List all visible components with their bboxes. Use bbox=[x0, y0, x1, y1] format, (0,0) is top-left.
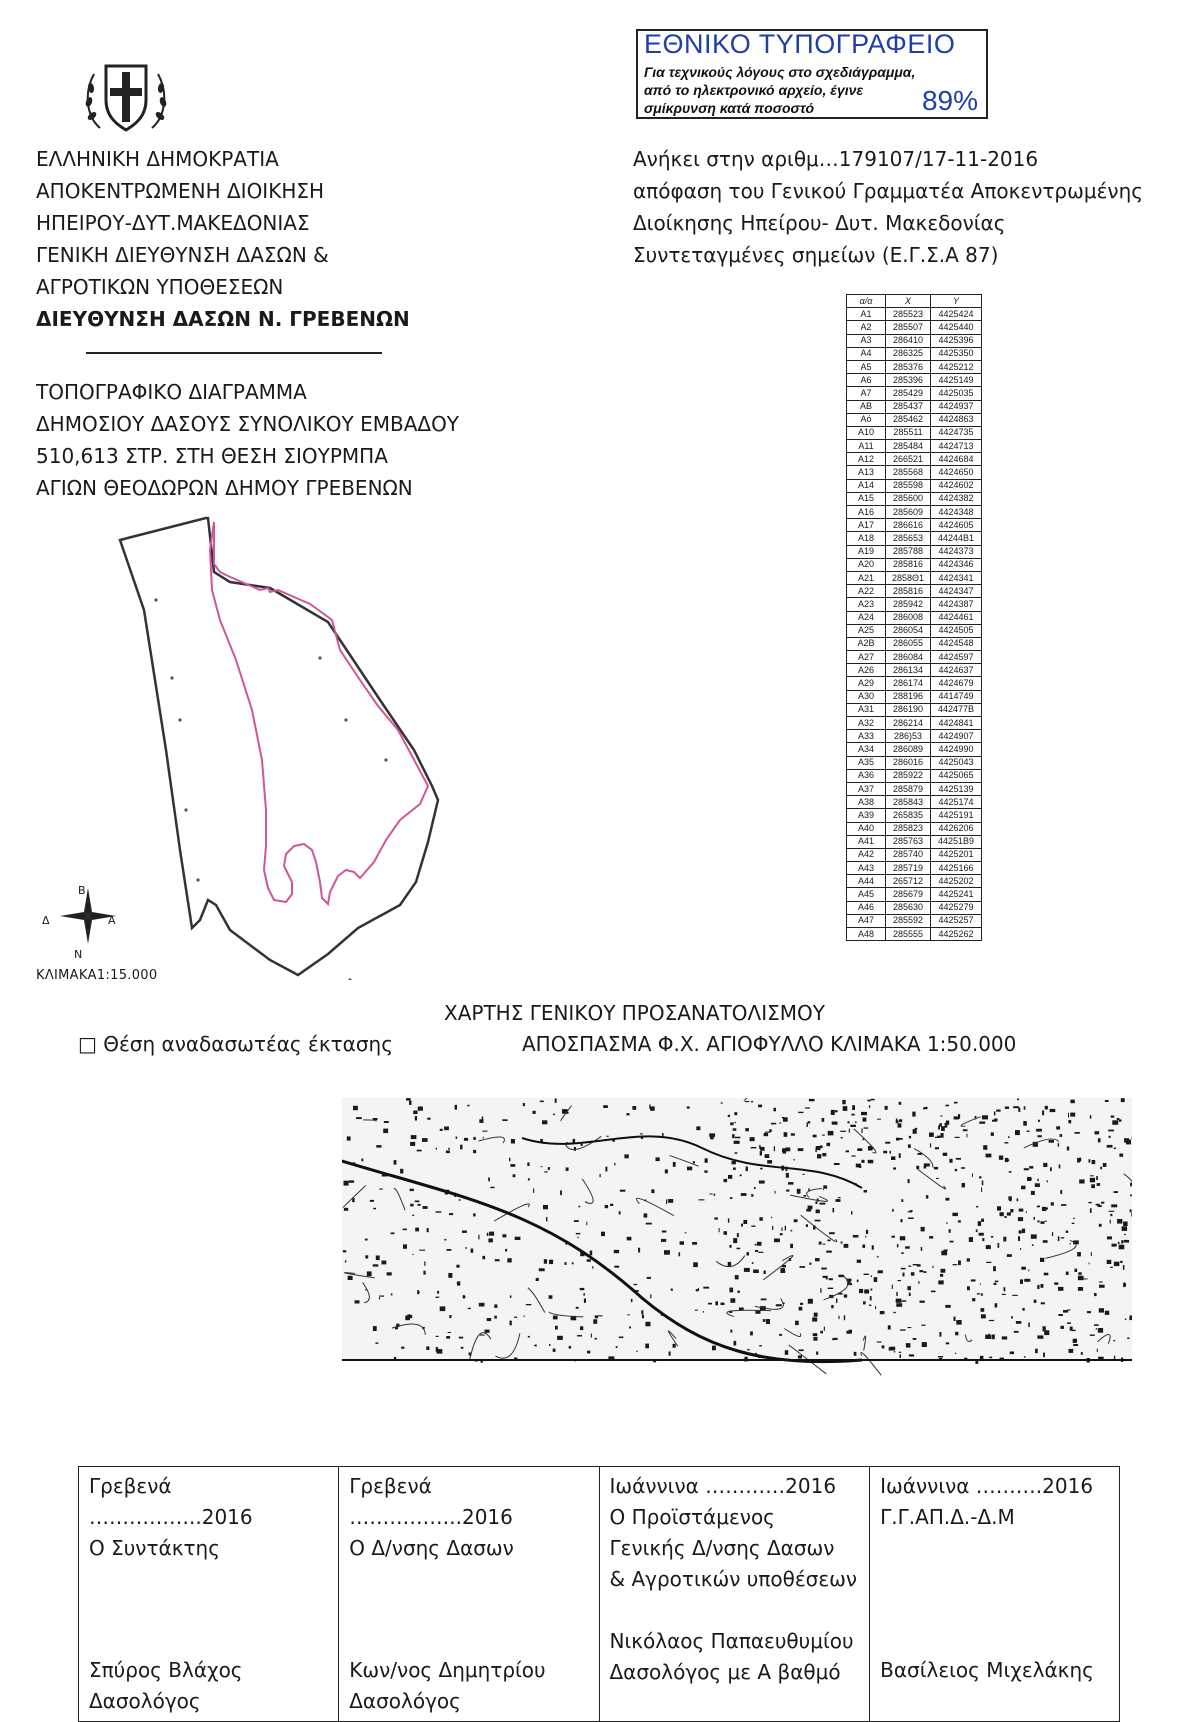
coordinate-row bbox=[847, 334, 982, 347]
point-id: Α16 bbox=[847, 506, 886, 519]
coordinate-row bbox=[847, 756, 982, 769]
point-x: 285816 bbox=[886, 585, 931, 598]
authority-line: ΗΠΕΙΡΟΥ-ΔΥΤ.ΜΑΚΕΔΟΝΙΑΣ bbox=[36, 207, 410, 239]
coordinate-row bbox=[847, 901, 982, 914]
point-id: Α44 bbox=[847, 875, 886, 888]
point-id: Α38 bbox=[847, 796, 886, 809]
point-x: 285816 bbox=[886, 558, 931, 571]
signatures-table bbox=[78, 1466, 1120, 1722]
point-x: 286325 bbox=[886, 347, 931, 360]
signatory-role: & Αγροτικών υποθέσεων bbox=[610, 1564, 860, 1595]
point-id: Α5 bbox=[847, 360, 886, 373]
point-x: 286134 bbox=[886, 664, 931, 677]
coordinate-row bbox=[847, 426, 982, 439]
point-id: Α4 bbox=[847, 347, 886, 360]
signature-cell-general-director bbox=[599, 1467, 870, 1722]
issuing-authority bbox=[36, 143, 410, 335]
compass-south-label: Ν bbox=[74, 948, 82, 961]
point-x: 286190 bbox=[886, 703, 931, 716]
point-x: 285462 bbox=[886, 413, 931, 426]
compass-east-label: Α bbox=[108, 914, 116, 927]
point-x: 285719 bbox=[886, 862, 931, 875]
signatory-role: Γενικής Δ/νσης Δασων bbox=[610, 1533, 860, 1564]
coordinate-row bbox=[847, 308, 982, 321]
decision-line: Διοίκησης Ηπείρου- Δυτ. Μακεδονίας bbox=[633, 207, 1143, 239]
point-x: 2858Θ1 bbox=[886, 571, 931, 584]
point-y: 4425257 bbox=[931, 914, 982, 927]
point-x: 285437 bbox=[886, 400, 931, 413]
national-printing-office-stamp bbox=[636, 29, 988, 119]
directorate-name: ΔΙΕΥΘΥΝΣΗ ΔΑΣΩΝ Ν. ΓΡΕΒΕΝΩΝ bbox=[36, 303, 410, 335]
stamp-line: σμίκρυνση κατά ποσοστό bbox=[644, 99, 915, 117]
point-x: 286174 bbox=[886, 677, 931, 690]
point-id: Α41 bbox=[847, 835, 886, 848]
coordinate-row bbox=[847, 796, 982, 809]
coordinate-row bbox=[847, 585, 982, 598]
coordinate-row bbox=[847, 809, 982, 822]
coordinate-row bbox=[847, 743, 982, 756]
col-header-y: Y bbox=[931, 295, 982, 308]
decision-line: απόφαση του Γενικού Γραμματέα Αποκεντρωμένης bbox=[633, 175, 1143, 207]
point-x: 286055 bbox=[886, 637, 931, 650]
orientation-map-subtitle: ΑΠΟΣΠΑΣΜΑ Φ.Χ. ΑΓΙΟΦΥΛΛΟ ΚΛΙΜΑΚΑ 1:50.000 bbox=[522, 1028, 1016, 1060]
point-id: Α1 bbox=[847, 308, 886, 321]
point-id: Α7 bbox=[847, 387, 886, 400]
point-id: Α34 bbox=[847, 743, 886, 756]
point-y: 4425166 bbox=[931, 862, 982, 875]
point-id: Α15 bbox=[847, 492, 886, 505]
point-x: 286214 bbox=[886, 717, 931, 730]
coordinate-row bbox=[847, 677, 982, 690]
coordinate-row bbox=[847, 466, 982, 479]
signatory-title: Δασολόγος bbox=[89, 1686, 328, 1717]
point-y: 4424637 bbox=[931, 664, 982, 677]
coordinates-table bbox=[846, 294, 982, 941]
point-x: 285942 bbox=[886, 598, 931, 611]
orientation-map-title: ΧΑΡΤΗΣ ΓΕΝΙΚΟΥ ΠΡΟΣΑΝΑΤΟΛΙΣΜΟΥ bbox=[444, 997, 825, 1029]
point-x: 286084 bbox=[886, 651, 931, 664]
point-y: 4425202 bbox=[931, 875, 982, 888]
point-y: 4424548 bbox=[931, 637, 982, 650]
point-id: Α19 bbox=[847, 545, 886, 558]
signature-cell-secretary-general bbox=[870, 1467, 1120, 1722]
point-x: 285843 bbox=[886, 796, 931, 809]
coordinate-row bbox=[847, 360, 982, 373]
point-id: Α31 bbox=[847, 703, 886, 716]
point-x: 266521 bbox=[886, 453, 931, 466]
coordinate-row bbox=[847, 664, 982, 677]
point-id: Α26 bbox=[847, 664, 886, 677]
point-id: Α10 bbox=[847, 426, 886, 439]
point-id: Α6 bbox=[847, 374, 886, 387]
point-x: 285429 bbox=[886, 387, 931, 400]
coordinate-row bbox=[847, 690, 982, 703]
point-id: Α48 bbox=[847, 928, 886, 941]
point-id: Αό bbox=[847, 413, 886, 426]
coordinate-row bbox=[847, 782, 982, 795]
point-y: 4424735 bbox=[931, 426, 982, 439]
signature-cell-director bbox=[339, 1467, 599, 1722]
point-x: 285788 bbox=[886, 545, 931, 558]
point-id: Α43 bbox=[847, 862, 886, 875]
point-x: 285630 bbox=[886, 901, 931, 914]
coordinate-row bbox=[847, 453, 982, 466]
point-x: 285592 bbox=[886, 914, 931, 927]
decision-line: Ανήκει στην αριθμ…179107/17-11-2016 bbox=[633, 143, 1143, 175]
coordinate-row bbox=[847, 624, 982, 637]
point-y: 44251Β9 bbox=[931, 835, 982, 848]
coordinate-row bbox=[847, 321, 982, 334]
decision-reference bbox=[633, 143, 1143, 271]
point-y: 4425191 bbox=[931, 809, 982, 822]
point-y: 4424341 bbox=[931, 571, 982, 584]
point-x: 285523 bbox=[886, 308, 931, 321]
point-x: 265712 bbox=[886, 875, 931, 888]
point-id: Α39 bbox=[847, 809, 886, 822]
signatory-role: Ο Συντάκτης bbox=[89, 1533, 328, 1564]
point-x: 286089 bbox=[886, 743, 931, 756]
signatory-name: Βασίλειος Μιχελάκης bbox=[880, 1655, 1109, 1686]
signatory-name: Νικόλαος Παπαευθυμίου bbox=[610, 1626, 860, 1657]
coordinate-row bbox=[847, 598, 982, 611]
point-x: 286616 bbox=[886, 519, 931, 532]
point-x: 285922 bbox=[886, 769, 931, 782]
coordinate-row bbox=[847, 914, 982, 927]
point-x: 285609 bbox=[886, 506, 931, 519]
point-id: Α13 bbox=[847, 466, 886, 479]
point-id: Α11 bbox=[847, 440, 886, 453]
point-x: 286410 bbox=[886, 334, 931, 347]
point-id: Α37 bbox=[847, 782, 886, 795]
place-date: Ιωάννινα …………2016 bbox=[610, 1471, 860, 1502]
signatory-role: Ο Προϊστάμενος bbox=[610, 1502, 860, 1533]
coordinate-row bbox=[847, 835, 982, 848]
point-y: 4424679 bbox=[931, 677, 982, 690]
point-id: Α42 bbox=[847, 848, 886, 861]
point-x: 285507 bbox=[886, 321, 931, 334]
coordinate-row bbox=[847, 506, 982, 519]
signatory-name: Σπύρος Βλάχος bbox=[89, 1655, 328, 1686]
point-y: 4424650 bbox=[931, 466, 982, 479]
diagram-title-line: ΑΓΙΩΝ ΘΕΟΔΩΡΩΝ ΔΗΜΟΥ ΓΡΕΒΕΝΩΝ bbox=[36, 472, 459, 504]
authority-line: ΕΛΛΗΝΙΚΗ ΔΗΜΟΚΡΑΤΙΑ bbox=[36, 143, 410, 175]
point-id: Α2 bbox=[847, 321, 886, 334]
point-y: 4424863 bbox=[931, 413, 982, 426]
point-y: 4425440 bbox=[931, 321, 982, 334]
point-id: Α33 bbox=[847, 730, 886, 743]
point-y: 4424597 bbox=[931, 651, 982, 664]
plot-scale: ΚΛΙΜΑΚΑ1:15.000 bbox=[36, 968, 157, 983]
point-y: 4426206 bbox=[931, 822, 982, 835]
stamp-percent: 89% bbox=[922, 85, 978, 117]
compass-north-label: Β bbox=[78, 884, 86, 897]
stamp-line: Για τεχνικούς λόγους στο σχεδιάγραμμα, bbox=[644, 63, 915, 81]
point-id: Α2Β bbox=[847, 637, 886, 650]
point-y: 4425139 bbox=[931, 782, 982, 795]
coordinate-row bbox=[847, 532, 982, 545]
signatory-role: Ο Δ/νσης Δασων bbox=[349, 1533, 588, 1564]
point-id: Α29 bbox=[847, 677, 886, 690]
coordinate-row bbox=[847, 875, 982, 888]
point-x: 285511 bbox=[886, 426, 931, 439]
point-y: 4424505 bbox=[931, 624, 982, 637]
point-y: 4424684 bbox=[931, 453, 982, 466]
point-id: Α25 bbox=[847, 624, 886, 637]
point-id: Α18 bbox=[847, 532, 886, 545]
coordinate-row bbox=[847, 374, 982, 387]
point-id: Α21 bbox=[847, 571, 886, 584]
point-y: 4425396 bbox=[931, 334, 982, 347]
reforestation-area-boundary bbox=[210, 522, 428, 904]
point-y: 44244Β1 bbox=[931, 532, 982, 545]
point-id: ΑΒ bbox=[847, 400, 886, 413]
point-id: Α27 bbox=[847, 651, 886, 664]
point-id: Α23 bbox=[847, 598, 886, 611]
coordinate-row bbox=[847, 479, 982, 492]
point-id: Α17 bbox=[847, 519, 886, 532]
point-x: 285653 bbox=[886, 532, 931, 545]
point-x: 286)53 bbox=[886, 730, 931, 743]
point-y: 4424602 bbox=[931, 479, 982, 492]
point-y: 4424346 bbox=[931, 558, 982, 571]
point-id: Α22 bbox=[847, 585, 886, 598]
point-y: 4425035 bbox=[931, 387, 982, 400]
coordinate-row bbox=[847, 545, 982, 558]
diagram-title bbox=[36, 376, 459, 504]
coordinate-row bbox=[847, 703, 982, 716]
coordinate-row bbox=[847, 769, 982, 782]
point-y: 4424373 bbox=[931, 545, 982, 558]
stamp-title: ΕΘΝΙΚΟ ΤΥΠΟΓΡΑΦΕΙΟ bbox=[644, 29, 955, 60]
point-x: 265835 bbox=[886, 809, 931, 822]
coordinate-row bbox=[847, 730, 982, 743]
stamp-text bbox=[644, 63, 915, 117]
col-header-id: α/α bbox=[847, 295, 886, 308]
point-y: 4424387 bbox=[931, 598, 982, 611]
signatory-name: Κων/νος Δημητρίου bbox=[349, 1655, 588, 1686]
point-y: 4425279 bbox=[931, 901, 982, 914]
signatory-title: Δασολόγος bbox=[349, 1686, 588, 1717]
point-y: 4424347 bbox=[931, 585, 982, 598]
point-x: 285396 bbox=[886, 374, 931, 387]
signature-cell-author bbox=[79, 1467, 339, 1722]
point-x: 285598 bbox=[886, 479, 931, 492]
parcel-boundary-plot bbox=[110, 510, 490, 980]
point-id: Α35 bbox=[847, 756, 886, 769]
coordinate-row bbox=[847, 822, 982, 835]
point-y: 4425212 bbox=[931, 360, 982, 373]
point-id: Α40 bbox=[847, 822, 886, 835]
signatory-role: Γ.Γ.ΑΠ.Δ.-Δ.Μ bbox=[880, 1502, 1109, 1533]
diagram-title-line: ΤΟΠΟΓΡΑΦΙΚΟ ΔΙΑΓΡΑΜΜΑ bbox=[36, 376, 459, 408]
point-y: 4425043 bbox=[931, 756, 982, 769]
point-y: 4424713 bbox=[931, 440, 982, 453]
coordinate-row bbox=[847, 347, 982, 360]
point-y: 4424907 bbox=[931, 730, 982, 743]
coordinate-row bbox=[847, 848, 982, 861]
coordinate-row bbox=[847, 862, 982, 875]
decision-line: Συντεταγμένες σημείων (Ε.Γ.Σ.Α 87) bbox=[633, 239, 1143, 271]
coordinate-row bbox=[847, 571, 982, 584]
point-y: 4425149 bbox=[931, 374, 982, 387]
forest-outer-boundary bbox=[120, 518, 438, 975]
point-x: 285740 bbox=[886, 848, 931, 861]
point-id: Α3 bbox=[847, 334, 886, 347]
compass-west-label: Δ bbox=[42, 914, 50, 927]
point-x: 285376 bbox=[886, 360, 931, 373]
stamp-line: από το ηλεκτρονικό αρχείο, έγινε bbox=[644, 81, 915, 99]
point-id: Α20 bbox=[847, 558, 886, 571]
diagram-title-line: 510,613 ΣΤΡ. ΣΤΗ ΘΕΣΗ ΣΙΟΥΡΜΠΑ bbox=[36, 440, 459, 472]
point-id: Α45 bbox=[847, 888, 886, 901]
point-x: 285823 bbox=[886, 822, 931, 835]
point-y: 4424937 bbox=[931, 400, 982, 413]
point-x: 285679 bbox=[886, 888, 931, 901]
coordinate-row bbox=[847, 637, 982, 650]
place-date: Ιωάννινα ……….2016 bbox=[880, 1471, 1109, 1502]
coordinate-row bbox=[847, 440, 982, 453]
point-y: 4425241 bbox=[931, 888, 982, 901]
coordinate-row bbox=[847, 413, 982, 426]
point-id: Α30 bbox=[847, 690, 886, 703]
header-divider bbox=[86, 352, 382, 354]
point-x: 285600 bbox=[886, 492, 931, 505]
authority-line: ΑΠΟΚΕΝΤΡΩΜΕΝΗ ΔΙΟΙΚΗΣΗ bbox=[36, 175, 410, 207]
point-y: 4424990 bbox=[931, 743, 982, 756]
diagram-title-line: ΔΗΜΟΣΙΟΥ ΔΑΣΟΥΣ ΣΥΝΟΛΙΚΟΥ ΕΜΒΑΔΟΥ bbox=[36, 408, 459, 440]
orientation-map-scan bbox=[342, 1098, 1132, 1398]
point-y: 4425262 bbox=[931, 928, 982, 941]
coordinate-row bbox=[847, 888, 982, 901]
point-y: 4424841 bbox=[931, 717, 982, 730]
legend-reforestation-site: □ Θέση αναδασωτέας έκτασης bbox=[78, 1028, 393, 1060]
point-x: 285763 bbox=[886, 835, 931, 848]
point-id: Α47 bbox=[847, 914, 886, 927]
point-x: 288196 bbox=[886, 690, 931, 703]
place-date: Γρεβενά ……………..2016 bbox=[89, 1471, 328, 1533]
point-y: 4425350 bbox=[931, 347, 982, 360]
point-x: 285555 bbox=[886, 928, 931, 941]
coat-of-arms-emblem bbox=[80, 56, 172, 138]
point-y: 4425201 bbox=[931, 848, 982, 861]
point-id: Α14 bbox=[847, 479, 886, 492]
point-id: Α36 bbox=[847, 769, 886, 782]
coordinate-row bbox=[847, 387, 982, 400]
point-x: 286008 bbox=[886, 611, 931, 624]
point-y: 4424348 bbox=[931, 506, 982, 519]
signatory-title: Δασολόγος με Α βαθμό bbox=[610, 1657, 860, 1688]
authority-line: ΓΕΝΙΚΗ ΔΙΕΥΘΥΝΣΗ ΔΑΣΩΝ & bbox=[36, 239, 410, 271]
coordinate-row bbox=[847, 492, 982, 505]
coordinate-row bbox=[847, 400, 982, 413]
coordinate-row bbox=[847, 717, 982, 730]
point-y: 4414749 bbox=[931, 690, 982, 703]
point-id: Α12 bbox=[847, 453, 886, 466]
place-date: Γρεβενά ……………..2016 bbox=[349, 1471, 588, 1533]
point-id: Α24 bbox=[847, 611, 886, 624]
point-y: 4425424 bbox=[931, 308, 982, 321]
authority-line: ΑΓΡΟΤΙΚΩΝ ΥΠΟΘΕΣΕΩΝ bbox=[36, 271, 410, 303]
point-y: 4425065 bbox=[931, 769, 982, 782]
point-x: 286016 bbox=[886, 756, 931, 769]
coordinate-row bbox=[847, 611, 982, 624]
point-x: 285879 bbox=[886, 782, 931, 795]
point-y: 4424382 bbox=[931, 492, 982, 505]
coordinate-row bbox=[847, 519, 982, 532]
col-header-x: X bbox=[886, 295, 931, 308]
point-x: 285484 bbox=[886, 440, 931, 453]
point-id: Α32 bbox=[847, 717, 886, 730]
point-y: 442477Β bbox=[931, 703, 982, 716]
coordinate-row bbox=[847, 558, 982, 571]
point-y: 4424605 bbox=[931, 519, 982, 532]
point-x: 285568 bbox=[886, 466, 931, 479]
coordinate-row bbox=[847, 651, 982, 664]
coordinate-row bbox=[847, 928, 982, 941]
point-y: 4424461 bbox=[931, 611, 982, 624]
point-id: Α46 bbox=[847, 901, 886, 914]
point-x: 286054 bbox=[886, 624, 931, 637]
point-y: 4425174 bbox=[931, 796, 982, 809]
